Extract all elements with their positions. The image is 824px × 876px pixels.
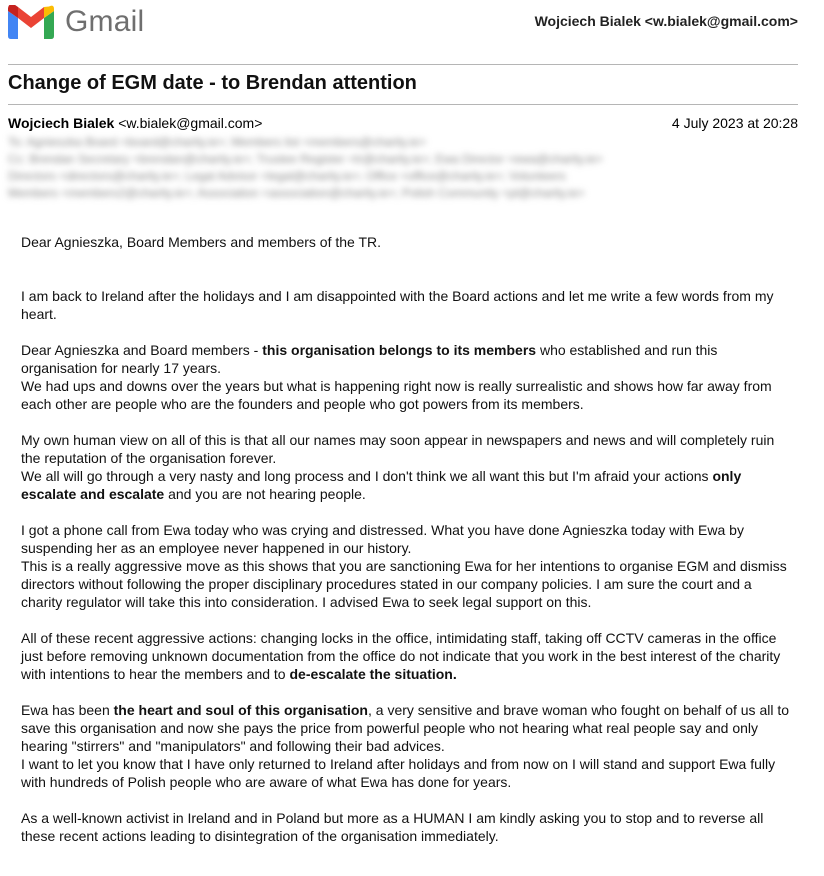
body-paragraph: All of these recent aggressive actions: changing locks in the office, intimidating staff, taking off CCTV cameras in the office just before removing unknown documentation from the office do not indicate that you work in the best interest of the charity with intentions to hear the members and to de-escalate the situation. [21, 630, 781, 682]
recipient-line: Directors <directors@charity.ie>; Legal Advisor <legal@charity.ie>; Office <office@charity.ie>; Volunteers [8, 169, 566, 183]
sender-line [8, 115, 262, 131]
body-paragraph: We had ups and downs over the years but what is happening right now is really surrealistic and shows how far away from each other are people who are the founders and people who got powers from its members. [21, 378, 772, 412]
recipients-redacted [8, 134, 798, 218]
recipient-line: To: Agnieszka Board <board@charity.ie>; Members list <members@charity.ie> [8, 135, 427, 149]
sender-name: Wojciech Bialek [8, 115, 115, 131]
bold-text: the heart and soul of this organisation [113, 702, 368, 718]
body-paragraph: I am back to Ireland after the holidays and I am disappointed with the Board actions and let me write a few words from my heart. [21, 288, 774, 322]
gmail-wordmark: Gmail [65, 5, 145, 38]
email-date: 4 July 2023 at 20:28 [671, 115, 798, 131]
body-paragraph: I want to let you know that I have only returned to Ireland after holidays and from now on I will stand and support Ewa fully with hundreds of Polish people who are aware of what Ewa has done for years. [21, 756, 776, 790]
body-paragraph: As a well-known activist in Ireland and in Poland but more as a HUMAN I am kindly asking you to stop and to reverse all these recent actions leading to disintegration of the organisation immediately. [21, 810, 764, 844]
bold-text: this organisation belongs to its members [262, 342, 537, 358]
email-subject: Change of EGM date - to Brendan attention [8, 72, 417, 94]
bold-text: de-escalate the situation. [289, 666, 457, 682]
body-paragraph: Ewa has been the heart and soul of this organisation, a very sensitive and brave woman who fought on behalf of us all to save this organisation and now she pays the price from powerful people who not hearing what real people say and only hearing "stirrers" and "manipulators" and following their bad advices. [21, 702, 790, 754]
recipient-line: Members <members2@charity.ie>; Association <association@charity.ie>; Polish Community <pl@charity.ie> [8, 186, 585, 200]
body-paragraph: Dear Agnieszka and Board members - this organisation belongs to its members who established and run this organisation for nearly 17 years. [21, 342, 718, 376]
header-divider [8, 64, 798, 65]
body-paragraph: I got a phone call from Ewa today who was crying and distressed. What you have done Agnieszka today with Ewa by suspending her as an employee never happened in our history. [21, 522, 744, 556]
email-body [21, 233, 796, 845]
subject-divider [8, 104, 798, 105]
body-paragraph: We all will go through a very nasty and long process and I don't think we all want this but I'm afraid your actions only escalate and escalate and you are not hearing people. [21, 468, 742, 502]
sender-email: <w.bialek@gmail.com> [118, 115, 263, 131]
print-header [0, 0, 824, 48]
body-paragraph: This is a really aggressive move as this shows that you are sanctioning Ewa for her intentions to organise EGM and dismiss directors without following the proper disciplinary procedures stated in our company policies. I am sure the court and a charity regulator will take this into consideration. I advised Ewa to seek legal support on this. [21, 558, 787, 610]
gmail-logo [8, 4, 144, 40]
body-greeting: Dear Agnieszka, Board Members and members of the TR. [21, 234, 382, 250]
bold-text: only escalate and escalate [21, 468, 742, 502]
body-paragraph: My own human view on all of this is that all our names may soon appear in newspapers and news and will completely ruin the reputation of the organisation forever. [21, 432, 775, 466]
recipient-line: Cc: Brendan Secretary <brendan@charity.ie>; Trustee Register <tr@charity.ie>; Ewa Director <ewa@charity.ie> [8, 152, 603, 166]
gmail-m-icon [8, 5, 54, 39]
account-label: Wojciech Bialek <w.bialek@gmail.com> [534, 13, 798, 29]
